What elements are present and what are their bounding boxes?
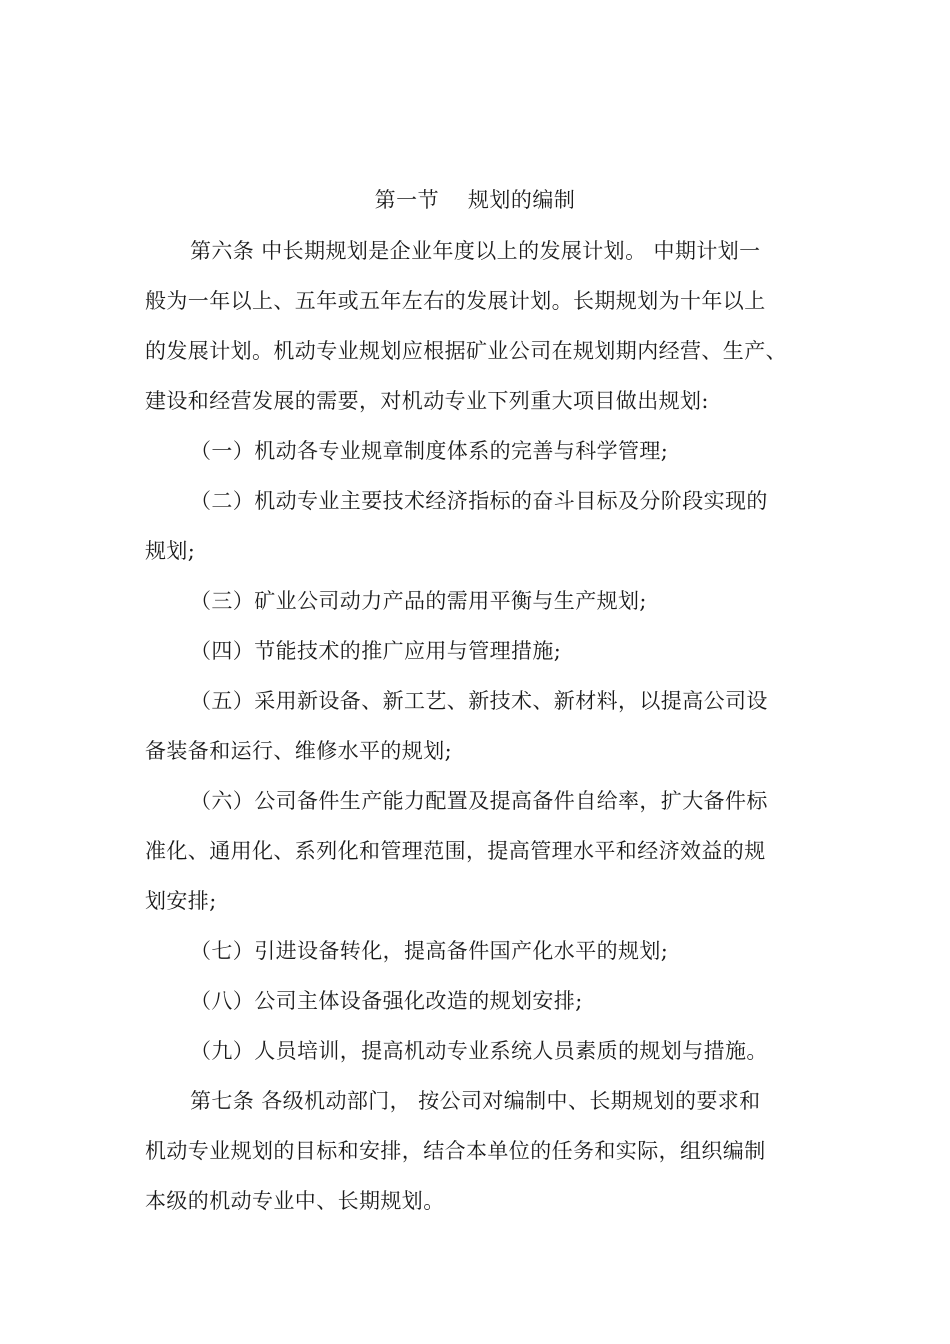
item-8: （八）公司主体设备强化改造的规划安排; <box>190 989 583 1013</box>
item-4: （四）节能技术的推广应用与管理措施; <box>190 639 562 663</box>
article-7-line-1: 第七条 各级机动部门， 按公司对编制中、长期规划的要求和 <box>190 1089 761 1113</box>
item-6-line-3: 划安排; <box>145 889 217 913</box>
article-6-line-1: 第六条 中长期规划是企业年度以上的发展计划。 中期计划一 <box>190 239 761 263</box>
item-9: （九）人员培训，提高机动专业系统人员素质的规划与措施。 <box>190 1039 768 1063</box>
item-6-line-2: 准化、通用化、系列化和管理范围，提高管理水平和经济效益的规 <box>145 839 766 863</box>
item-3: （三）矿业公司动力产品的需用平衡与生产规划; <box>190 589 647 613</box>
article-7-line-3: 本级的机动专业中、长期规划。 <box>145 1189 445 1213</box>
item-2-line-2: 规划; <box>145 539 196 563</box>
item-6-line-1: （六）公司备件生产能力配置及提高备件自给率，扩大备件标 <box>190 789 768 813</box>
article-6-line-4: 建设和经营发展的需要，对机动专业下列重大项目做出规划: <box>145 389 709 413</box>
article-6-line-2: 般为一年以上、五年或五年左右的发展计划。长期规划为十年以上 <box>145 289 766 313</box>
item-7: （七）引进设备转化，提高备件国产化水平的规划; <box>190 939 669 963</box>
section-title: 第一节 规划的编制 <box>374 188 576 212</box>
article-6-line-3: 的发展计划。机动专业规划应根据矿业公司在规划期内经营、生产、 <box>145 339 787 363</box>
item-1: （一）机动各专业规章制度体系的完善与科学管理; <box>190 439 669 463</box>
item-5-line-1: （五）采用新设备、新工艺、新技术、新材料，以提高公司设 <box>190 689 768 713</box>
item-5-line-2: 备装备和运行、维修水平的规划; <box>145 739 453 763</box>
article-7-line-2: 机动专业规划的目标和安排，结合本单位的任务和实际，组织编制 <box>145 1139 766 1163</box>
item-2-line-1: （二）机动专业主要技术经济指标的奋斗目标及分阶段实现的 <box>190 489 768 513</box>
